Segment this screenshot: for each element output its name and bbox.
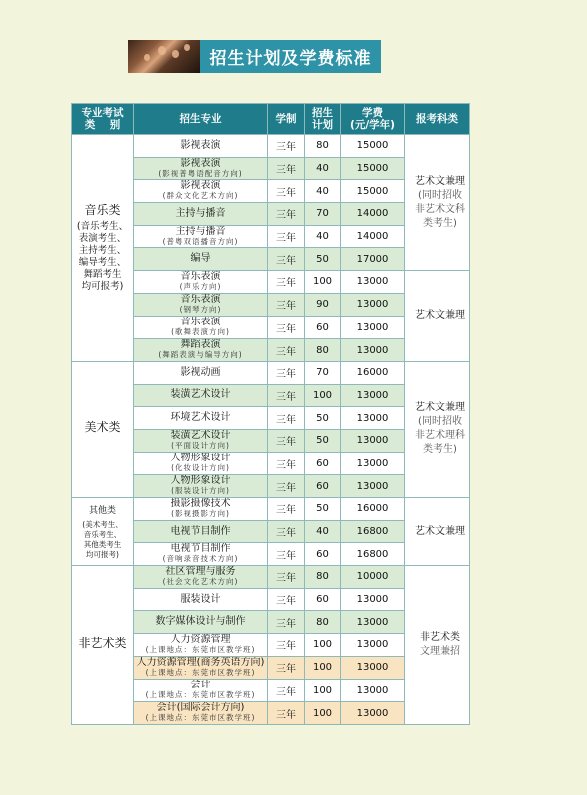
major-name: 音乐表演 [180, 316, 221, 328]
major-cell [134, 407, 268, 430]
subject-line: 艺术文兼理 [415, 525, 465, 537]
duration-cell: 三年 [268, 225, 305, 248]
subject-line: (同时招收 [418, 189, 462, 201]
major-name: 电视节目制作 [170, 525, 231, 537]
category-note: 编导考生、 [78, 256, 127, 268]
major-name: 影视表演 [180, 139, 221, 151]
major-name: 音乐表演 [180, 270, 221, 282]
fee-cell: 13000 [341, 452, 405, 475]
enrollment-table [71, 103, 470, 725]
major-direction: (影视摄影方向) [171, 508, 230, 518]
major-name: 会计 [190, 679, 211, 691]
fee-cell: 16000 [341, 498, 405, 521]
duration-cell: 三年 [268, 702, 305, 725]
fee-cell: 13000 [341, 702, 405, 725]
fee-cell: 13000 [341, 634, 405, 657]
quota-cell: 40 [305, 520, 341, 543]
duration-cell: 三年 [268, 361, 305, 384]
major-cell [134, 248, 268, 271]
major-cell [134, 702, 268, 725]
category-note: 主持考生、 [78, 244, 127, 256]
major-name: 影视表演 [180, 180, 221, 192]
fee-cell: 16800 [341, 520, 405, 543]
quota-cell: 80 [305, 611, 341, 634]
table-row [72, 361, 470, 384]
duration-cell: 三年 [268, 611, 305, 634]
fee-cell: 13000 [341, 475, 405, 498]
major-cell [134, 475, 268, 498]
category-note: 表演考生、 [78, 232, 127, 244]
fee-cell: 13000 [341, 384, 405, 407]
category-note: 舞蹈考生 [83, 268, 122, 280]
duration-cell: 三年 [268, 634, 305, 657]
quota-cell: 60 [305, 475, 341, 498]
quota-cell: 80 [305, 135, 341, 158]
duration-cell: 三年 [268, 248, 305, 271]
major-direction: (平面设计方向) [171, 440, 230, 450]
major-name: 装潢艺术设计 [170, 389, 231, 401]
quota-cell: 40 [305, 157, 341, 180]
major-cell [134, 361, 268, 384]
category-note: 音乐考生、 [83, 529, 122, 539]
subject-cell [405, 566, 470, 725]
subject-cell [405, 135, 470, 271]
quota-cell: 100 [305, 384, 341, 407]
major-cell [134, 543, 268, 566]
subject-line: 非艺术类 [420, 631, 460, 643]
category-name: 其他类 [88, 505, 116, 516]
fee-cell: 13000 [341, 271, 405, 294]
category-cell [72, 361, 134, 497]
fee-cell: 13000 [341, 656, 405, 679]
major-cell [134, 384, 268, 407]
header-quota: 招生 计划 [305, 104, 341, 135]
subject-line: 艺术文兼理 [415, 402, 465, 414]
major-cell [134, 429, 268, 452]
major-cell [134, 656, 268, 679]
quota-cell: 40 [305, 225, 341, 248]
major-cell [134, 135, 268, 158]
duration-cell: 三年 [268, 429, 305, 452]
major-cell [134, 520, 268, 543]
category-cell [72, 498, 134, 566]
category-cell [72, 135, 134, 362]
major-direction: (音响录音技术方向) [162, 554, 239, 564]
quota-cell: 100 [305, 679, 341, 702]
major-cell [134, 611, 268, 634]
major-name: 服装设计 [180, 593, 221, 605]
major-direction: (社会文化艺术方向) [162, 576, 239, 586]
quota-cell: 100 [305, 656, 341, 679]
major-cell [134, 180, 268, 203]
quota-cell: 80 [305, 339, 341, 362]
fee-cell: 15000 [341, 157, 405, 180]
quota-cell: 100 [305, 702, 341, 725]
major-cell [134, 293, 268, 316]
header-category: 专业考试 类 别 [72, 104, 134, 135]
page-title: 招生计划及学费标准 [209, 49, 372, 69]
fee-cell: 13000 [341, 611, 405, 634]
major-cell [134, 588, 268, 611]
fee-cell: 14000 [341, 203, 405, 226]
major-cell [134, 452, 268, 475]
fee-cell: 13000 [341, 679, 405, 702]
fee-cell: 15000 [341, 135, 405, 158]
duration-cell: 三年 [268, 157, 305, 180]
major-direction: (化妆设计方向) [171, 463, 230, 473]
header-duration: 学制 [268, 104, 305, 135]
duration-cell: 三年 [268, 656, 305, 679]
major-name: 主持与播音 [175, 225, 226, 237]
subject-line: 非艺术文科 [415, 203, 465, 215]
major-direction: (声乐方向) [179, 281, 222, 291]
subject-line: 非艺术理科 [415, 430, 465, 442]
subject-line: 类考生) [423, 444, 457, 456]
duration-cell: 三年 [268, 203, 305, 226]
category-name: 非艺术类 [78, 635, 127, 650]
fee-cell: 15000 [341, 180, 405, 203]
fee-cell: 10000 [341, 566, 405, 589]
subject-cell [405, 498, 470, 566]
subject-line: 艺术文兼理 [415, 175, 465, 187]
major-direction: (上课地点：东莞市区教学班) [145, 713, 256, 723]
table-header-row [72, 104, 470, 135]
duration-cell: 三年 [268, 180, 305, 203]
major-name: 舞蹈表演 [180, 339, 221, 351]
table-row [72, 566, 470, 589]
quota-cell: 70 [305, 203, 341, 226]
major-direction: (上课地点：东莞市区教学班) [145, 644, 256, 654]
header-major: 招生专业 [134, 104, 268, 135]
category-name: 音乐类 [84, 202, 121, 217]
quota-cell: 50 [305, 498, 341, 521]
major-direction: (群众文化艺术方向) [162, 191, 239, 201]
major-name: 数字媒体设计与制作 [155, 616, 246, 628]
major-name: 人力资源管理(商务英语方向) [136, 656, 265, 668]
major-cell [134, 634, 268, 657]
fee-cell: 17000 [341, 248, 405, 271]
quota-cell: 50 [305, 407, 341, 430]
major-cell [134, 566, 268, 589]
quota-cell: 60 [305, 452, 341, 475]
category-note: (美术考生、 [82, 519, 123, 529]
header-subjects: 报考科类 [405, 104, 470, 135]
fee-cell: 13000 [341, 407, 405, 430]
duration-cell: 三年 [268, 498, 305, 521]
major-name: 环境艺术设计 [170, 412, 231, 424]
duration-cell: 三年 [268, 588, 305, 611]
duration-cell: 三年 [268, 679, 305, 702]
major-name: 人物形象设计 [170, 452, 231, 464]
major-cell [134, 679, 268, 702]
duration-cell: 三年 [268, 452, 305, 475]
quota-cell: 60 [305, 316, 341, 339]
major-name: 影视表演 [180, 157, 221, 169]
fee-cell: 13000 [341, 588, 405, 611]
subject-cell [405, 271, 470, 362]
major-cell [134, 339, 268, 362]
title-banner [128, 40, 381, 73]
subject-line: 类考生) [423, 217, 457, 229]
subject-line: 艺术文兼理 [415, 310, 465, 321]
fee-cell: 13000 [341, 429, 405, 452]
major-cell [134, 203, 268, 226]
major-cell [134, 271, 268, 294]
major-direction: (舞蹈表演与编导方向) [158, 350, 243, 360]
duration-cell: 三年 [268, 566, 305, 589]
quota-cell: 80 [305, 566, 341, 589]
major-cell [134, 316, 268, 339]
category-cell [72, 566, 134, 725]
major-direction: (普粤双语播音方向) [162, 236, 239, 246]
duration-cell: 三年 [268, 384, 305, 407]
table-row [72, 498, 470, 521]
major-name: 社区管理与服务 [165, 565, 236, 577]
duration-cell: 三年 [268, 316, 305, 339]
major-cell [134, 225, 268, 248]
category-note: 均可报考) [81, 280, 124, 292]
major-name: 人力资源管理 [170, 633, 231, 645]
banner-photo [128, 40, 200, 73]
quota-cell: 90 [305, 293, 341, 316]
fee-cell: 13000 [341, 339, 405, 362]
fee-cell: 16800 [341, 543, 405, 566]
subject-line: (同时招收 [418, 416, 462, 428]
major-name: 音乐表演 [180, 293, 221, 305]
duration-cell: 三年 [268, 271, 305, 294]
major-direction: (上课地点：东莞市区教学班) [145, 667, 256, 677]
fee-cell: 13000 [341, 316, 405, 339]
major-name: 人物形象设计 [170, 475, 231, 487]
duration-cell: 三年 [268, 543, 305, 566]
major-name: 摄影摄像技术 [170, 497, 231, 509]
duration-cell: 三年 [268, 407, 305, 430]
subject-cell [405, 361, 470, 497]
major-name: 电视节目制作 [170, 543, 231, 555]
major-direction: (影视普粤语配音方向) [158, 168, 243, 178]
quota-cell: 50 [305, 248, 341, 271]
table-row [72, 135, 470, 158]
quota-cell: 40 [305, 180, 341, 203]
major-direction: (钢琴方向) [179, 304, 222, 314]
fee-cell: 14000 [341, 225, 405, 248]
quota-cell: 100 [305, 271, 341, 294]
category-name: 美术类 [84, 420, 121, 435]
major-cell [134, 157, 268, 180]
major-name: 编导 [190, 253, 211, 265]
quota-cell: 100 [305, 634, 341, 657]
major-name: 装潢艺术设计 [170, 429, 231, 441]
duration-cell: 三年 [268, 135, 305, 158]
major-name: 主持与播音 [175, 207, 226, 219]
category-note: (音乐考生、 [76, 220, 129, 232]
fee-cell: 13000 [341, 293, 405, 316]
quota-cell: 70 [305, 361, 341, 384]
quota-cell: 50 [305, 429, 341, 452]
category-note: 均可报考) [86, 549, 119, 559]
header-fee: 学费 (元/学年) [341, 104, 405, 135]
quota-cell: 60 [305, 588, 341, 611]
major-name: 会计(国际会计方向) [156, 702, 245, 714]
fee-cell: 16000 [341, 361, 405, 384]
quota-cell: 60 [305, 543, 341, 566]
major-name: 影视动画 [180, 366, 221, 378]
duration-cell: 三年 [268, 293, 305, 316]
major-direction: (服装设计方向) [171, 486, 230, 496]
major-direction: (歌舞表演方向) [171, 327, 230, 337]
category-note: 其他类考生 [83, 539, 122, 549]
duration-cell: 三年 [268, 520, 305, 543]
subject-line: 文理兼招 [420, 645, 460, 657]
major-direction: (上课地点：东莞市区教学班) [145, 690, 256, 700]
major-cell [134, 498, 268, 521]
duration-cell: 三年 [268, 339, 305, 362]
duration-cell: 三年 [268, 475, 305, 498]
